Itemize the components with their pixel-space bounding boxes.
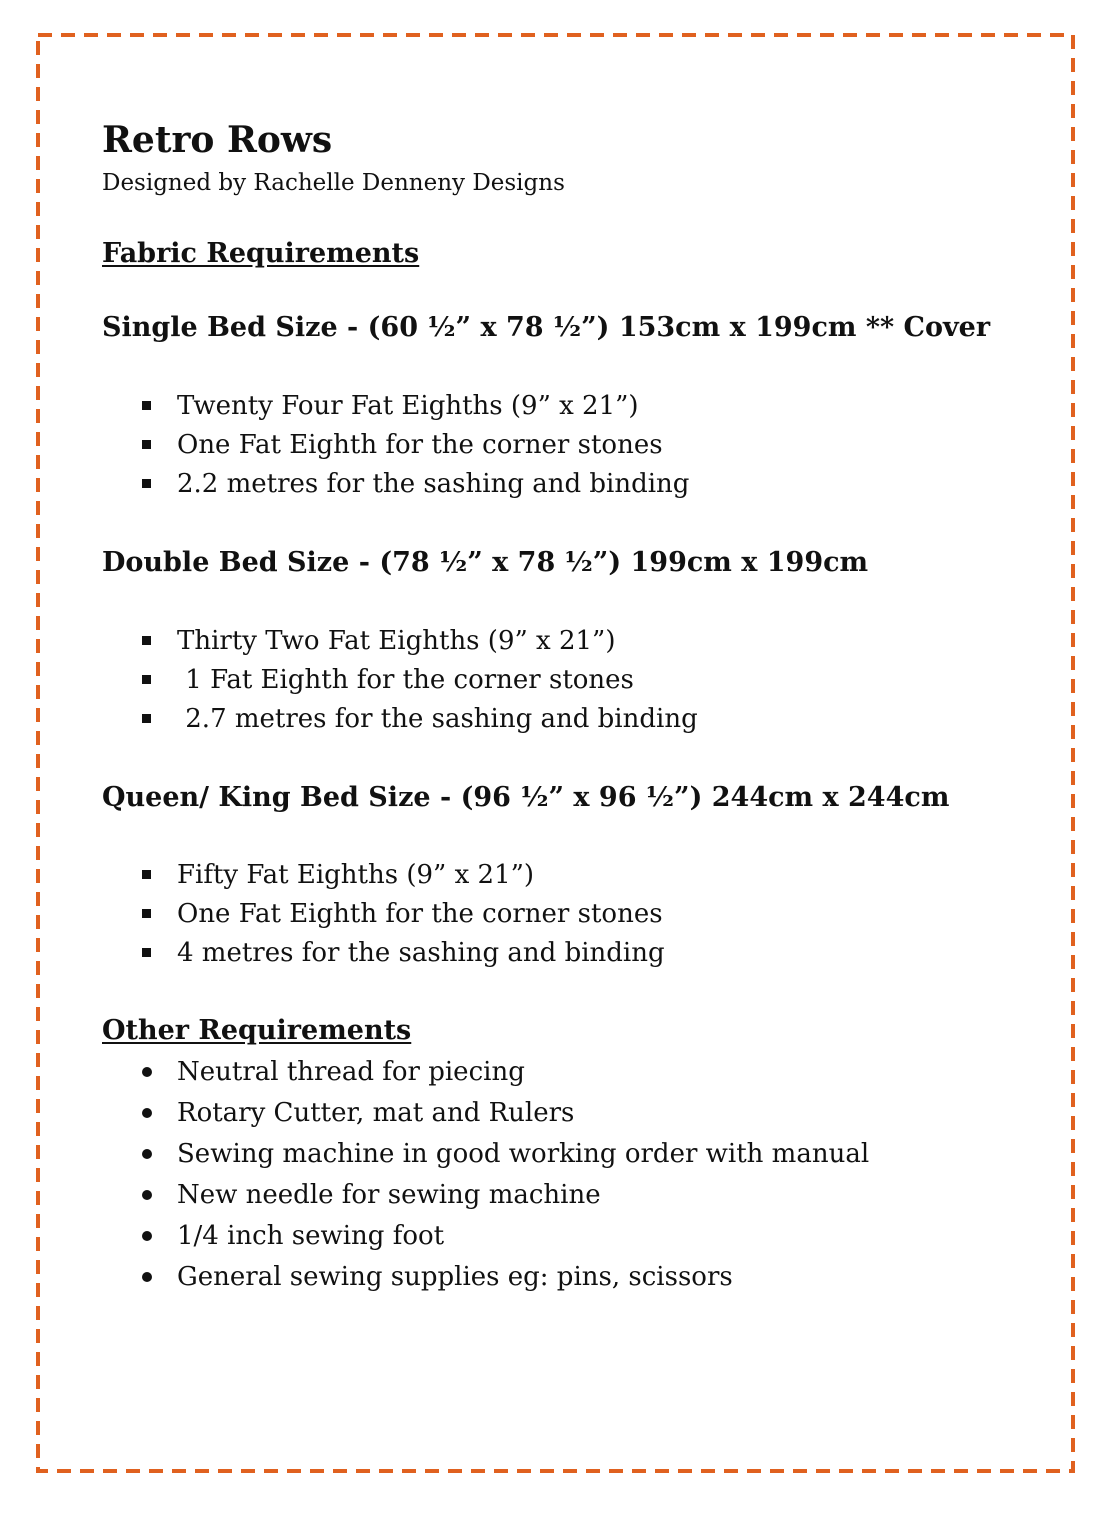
queen-king-bed-fabric-list [140,856,665,973]
single-bed-fabric-list [140,387,689,504]
double-bed-size-heading: Double Bed Size - (78 ½” x 78 ½”) 199cm x 199cm [102,547,869,578]
bullet-icon [142,1272,152,1282]
square-bullet-icon [142,714,151,723]
square-bullet-icon [142,636,151,645]
list-item: 1/4 inch sewing foot [140,1216,869,1257]
single-bed-size-heading: Single Bed Size - (60 ½” x 78 ½”) 153cm x 199cm ** Cover [102,312,991,343]
list-item: 1 Fat Eighth for the corner stones [140,661,698,700]
list-item: 2.2 metres for the sashing and binding [140,465,689,504]
double-bed-fabric-list [140,622,698,739]
other-requirements-heading: Other Requirements [102,1015,412,1046]
list-item: Twenty Four Fat Eighths (9” x 21”) [140,387,689,426]
bullet-icon [142,1067,152,1077]
bullet-icon [142,1231,152,1241]
list-item: New needle for sewing machine [140,1175,869,1216]
page-title: Retro Rows [102,119,333,161]
list-item: Rotary Cutter, mat and Rulers [140,1093,869,1134]
bullet-icon [142,1190,152,1200]
bullet-icon [142,1108,152,1118]
list-item: One Fat Eighth for the corner stones [140,895,665,934]
list-item: Neutral thread for piecing [140,1052,869,1093]
bullet-icon [142,1149,152,1159]
list-item: 2.7 metres for the sashing and binding [140,700,698,739]
designer-credit: Designed by Rachelle Denneny Designs [102,170,565,196]
list-item: Fifty Fat Eighths (9” x 21”) [140,856,665,895]
other-requirements-list [140,1052,869,1298]
square-bullet-icon [142,870,151,879]
square-bullet-icon [142,675,151,684]
queen-king-bed-size-heading: Queen/ King Bed Size - (96 ½” x 96 ½”) 244cm x 244cm [102,782,950,813]
square-bullet-icon [142,440,151,449]
list-item: Thirty Two Fat Eighths (9” x 21”) [140,622,698,661]
list-item: General sewing supplies eg: pins, scissors [140,1257,869,1298]
square-bullet-icon [142,479,151,488]
square-bullet-icon [142,401,151,410]
list-item: One Fat Eighth for the corner stones [140,426,689,465]
list-item: 4 metres for the sashing and binding [140,934,665,973]
fabric-requirements-heading: Fabric Requirements [102,238,420,269]
list-item: Sewing machine in good working order with manual [140,1134,869,1175]
square-bullet-icon [142,948,151,957]
square-bullet-icon [142,909,151,918]
